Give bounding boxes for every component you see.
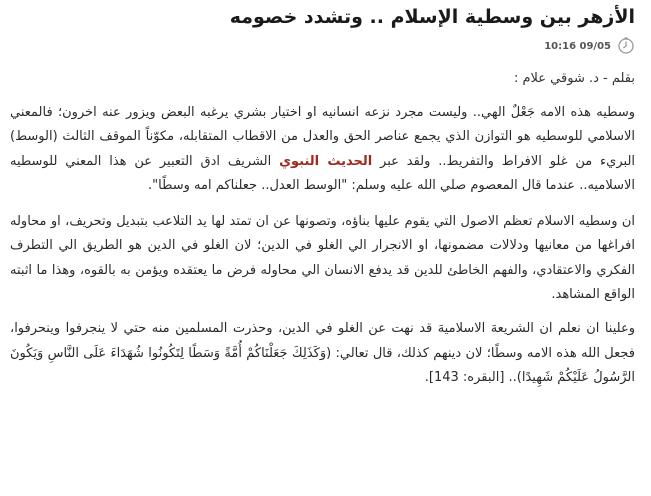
article-title: الأزهر بين وسطية الإسلام .. وتشدد خصومه [229, 6, 635, 28]
paragraph-text: وسطيه هذه الامه جَعْلٌ الهي.. وليست مجرد نزعه انسانيه او اختيار بشري يرغبه البعض ويزور عنه اخرون؛ فالمعني الاسلامي للوسطيه هو التوازن الذي يجمع عناصر الحق والعدل من الاقطاب المتقابله، مكوّناً الموقف الثالث (الوسط) البريء من غلو الافراط والتفريط.. ولقد عبر [10, 105, 636, 169]
paragraph-text: الشريف ادق التعبير عن هذا المعني للوسطيه الاسلاميه.. عندما قال المعصوم صلي الله عليه وسلم: "الوسط العدل.. جعلناكم امه وسطًا". [10, 153, 635, 193]
article-author: بقلم - د. شوقي علام : [513, 71, 635, 86]
article-paragraph-3: وعلينا ان نعلم ان الشريعهَ الاسلاميهَ قد نهت عن الغلو في الدين، وحذرت المسلمين منه حتي لا ينجرفوا وينحرفوا، فجعل الله هذه الامه وسطًا؛ لان دينهم كذلك، قال تعالي: (وَكَذَلِكَ جَعَلْنَاكُمْ أُمَّةً وَسَطًا لِتَكُونُوا شُهَدَاءَ عَلَى النَّاسِ وَيَكُونَ الرَّسُولُ عَلَيْكُمْ شَهِيدًا).. [البقره: 143]. [10, 321, 635, 385]
publish-date: 10:16 09/05 [544, 40, 611, 52]
article-paragraph-1 [10, 101, 635, 198]
hadith-link[interactable]: الحديث النبوي [279, 153, 373, 169]
clock-icon [617, 37, 635, 55]
article-meta [10, 35, 635, 57]
article-paragraph-2: ان وسطيه الاسلام تعظم الاصول التي يقوم عليها بناؤه، وتصونها عن ان تمتد لها يد التلاعب بتبديل وتحريف، او محاوله افراغها من معانيها ودلالات مضمونها، او الانجرار الي الغلو في الدين؛ لان الغلو في الدين هو الطريق الي التطرف الفكري والاعتقادي، والفهم الخاطئ للدين قد يدفع الانسان الي محاوله فرض ما يعتقده ويؤمن به بالقوه، وهذا ما اثبته الواقع المشاهد. [10, 214, 635, 303]
